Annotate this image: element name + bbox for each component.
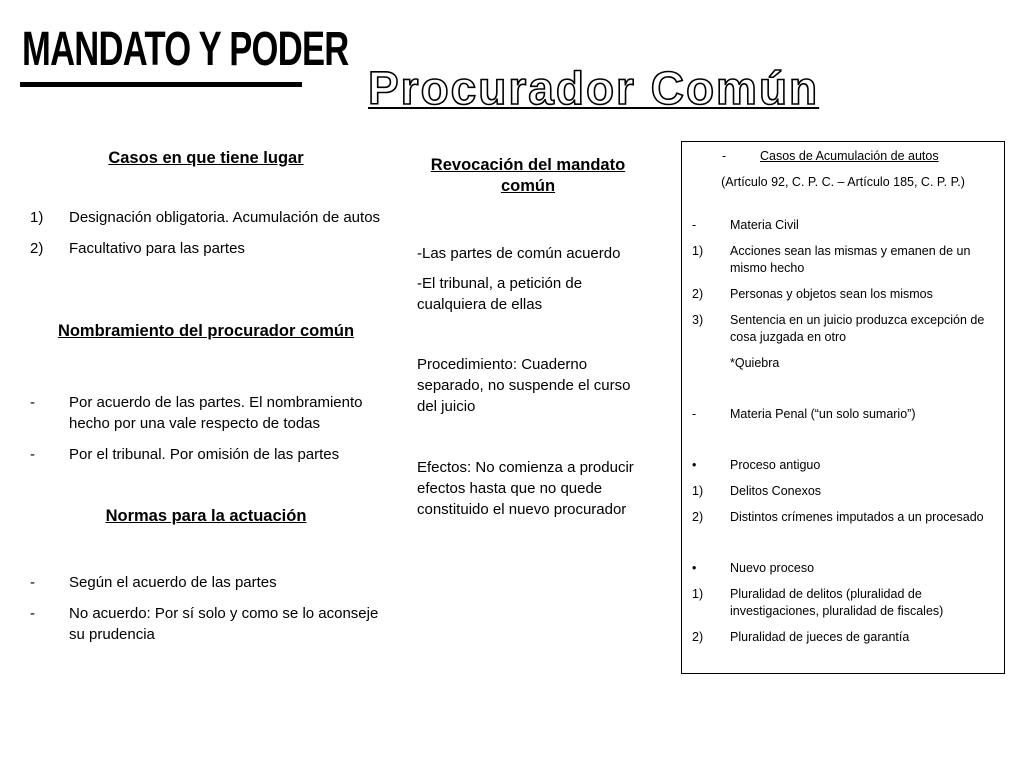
list-marker: 2) (692, 510, 704, 524)
list-marker: 1) (692, 587, 704, 601)
list-marker: 1) (692, 484, 704, 498)
list-text: Distintos crímenes imputados a un procesado (730, 510, 984, 524)
antiguo-label-row (692, 457, 994, 474)
list-marker: 2) (30, 240, 44, 257)
list-marker: - (692, 218, 697, 232)
list-marker: 2) (692, 630, 704, 644)
list-text: Por acuerdo de las partes. El nombramiento hecho por una vale respecto de todas (69, 394, 363, 432)
list-text: Facultativo para las partes (69, 240, 245, 257)
list-item (30, 238, 382, 259)
list-item (692, 286, 994, 303)
quiebra-note: *Quiebra (730, 356, 780, 370)
left-column (30, 148, 382, 655)
list-marker: - (30, 446, 35, 463)
casos-heading: Casos en que tiene lugar (108, 149, 304, 167)
list-item (30, 392, 382, 434)
list-marker: - (30, 394, 35, 411)
list-text: Delitos Conexos (730, 484, 822, 498)
list-text: Acciones sean las mismas y emanen de un mismo hecho (730, 244, 971, 275)
list-item (30, 207, 382, 228)
list-marker: - (692, 407, 697, 421)
list-item (692, 312, 994, 346)
list-marker: - (722, 149, 727, 163)
list-marker: - (30, 574, 35, 591)
list-text: Designación obligatoria. Acumulación de autos (69, 209, 381, 226)
middle-column (417, 148, 639, 520)
main-title: MANDATO Y PODER (22, 23, 349, 76)
civil-label-row (692, 217, 994, 234)
nuevo-label: Nuevo proceso (730, 561, 815, 575)
list-item (30, 603, 382, 645)
antiguo-label: Proceso antiguo (730, 458, 821, 472)
list-marker: 1) (692, 244, 704, 258)
box-title-row (722, 148, 994, 165)
list-marker: - (30, 605, 35, 622)
list-item (30, 444, 382, 465)
bullet-icon: • (692, 458, 697, 472)
subtitle: Procurador Común (368, 62, 820, 114)
list-text: Según el acuerdo de las partes (69, 574, 277, 591)
penal-label: Materia Penal (“un solo sumario”) (730, 407, 916, 421)
box-reference: (Artículo 92, C. P. C. – Artículo 185, C. P. P.) (721, 175, 965, 189)
revocacion-heading: Revocación del mandato común (430, 156, 626, 195)
title-underline (20, 82, 302, 87)
quiebra-note-row (692, 355, 994, 372)
list-marker: 2) (692, 287, 704, 301)
list-marker: 3) (692, 313, 704, 327)
acumulacion-box (681, 141, 1005, 674)
list-text: Por el tribunal. Por omisión de las partes (69, 446, 340, 463)
box-title: Casos de Acumulación de autos (760, 149, 939, 163)
list-item (692, 243, 994, 277)
bullet-icon: • (692, 561, 697, 575)
civil-label: Materia Civil (730, 218, 799, 232)
list-item (692, 629, 994, 646)
list-marker: 1) (30, 209, 44, 226)
list-text: Pluralidad de jueces de garantía (730, 630, 910, 644)
list-text: No acuerdo: Por sí solo y como se lo aconseje su prudencia (69, 605, 379, 643)
procedimiento-text: Procedimiento: Cuaderno separado, no suspende el curso del juicio (417, 356, 631, 415)
list-text: Personas y objetos sean los mismos (730, 287, 933, 301)
list-item (692, 586, 994, 620)
list-text: Pluralidad de delitos (pluralidad de investigaciones, pluralidad de fiscales) (730, 587, 944, 618)
penal-label-row (692, 406, 994, 423)
nombramiento-heading: Nombramiento del procurador común (57, 322, 355, 340)
nuevo-label-row (692, 560, 994, 577)
efectos-text: Efectos: No comienza a producir efectos hasta que no quede constituido el nuevo procurador (417, 459, 634, 518)
normas-heading: Normas para la actuación (105, 507, 307, 525)
list-item (692, 483, 994, 500)
list-item (30, 572, 382, 593)
list-marker-spacer (692, 355, 730, 372)
list-item (692, 509, 994, 526)
list-text: Sentencia en un juicio produzca excepción de cosa juzgada en otro (730, 313, 985, 344)
revocacion-item: -El tribunal, a petición de cualquiera de ellas (417, 275, 583, 313)
revocacion-item: -Las partes de común acuerdo (417, 245, 621, 262)
